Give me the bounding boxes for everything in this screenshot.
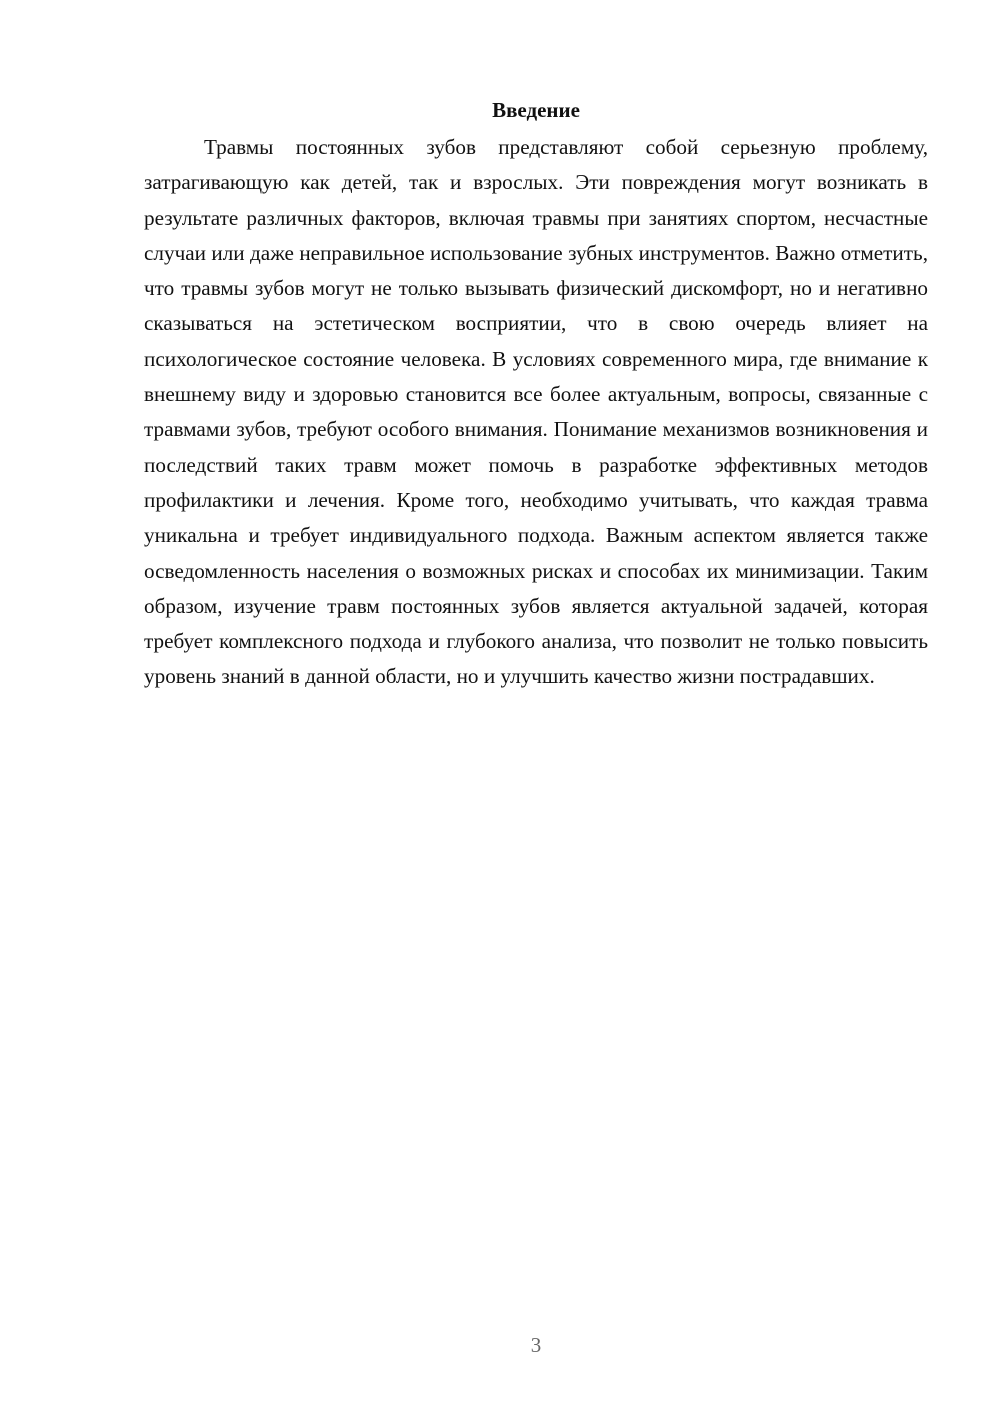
body-paragraph: Травмы постоянных зубов представляют собой серьезную проблему, затрагивающую как детей, так и взрослых. Эти повреждения могут возникать в результате различных факторов, включая травмы при занятиях спортом, несчастные случаи или даже неправильное использование зубных инструментов. Важно отметить, что травмы зубов могут не только вызывать физический дискомфорт, но и негативно сказываться на эстетическом восприятии, что в свою очередь влияет на психологическое состояние человека. В условиях современного мира, где внимание к внешнему виду и здоровью становится все более актуальным, вопросы, связанные с травмами зубов, требуют особого внимания. Понимание механизмов возникновения и последствий таких травм может помочь в разработке эффективных методов профилактики и лечения. Кроме того, необходимо учитывать, что каждая травма уникальна и требует индивидуального подхода. Важным аспектом является также осведомленность населения о возможных рисках и способах их минимизации. Таким образом, изучение травм постоянных зубов является актуальной задачей, которая требует комплексного подхода и глубокого анализа, что позволит не только повысить уровень знаний в данной области, но и улучшить качество жизни пострадавших. [144, 135, 928, 689]
page-content [144, 94, 928, 695]
page-number: 3 [530, 1333, 542, 1357]
section-heading: Введение [492, 98, 580, 122]
